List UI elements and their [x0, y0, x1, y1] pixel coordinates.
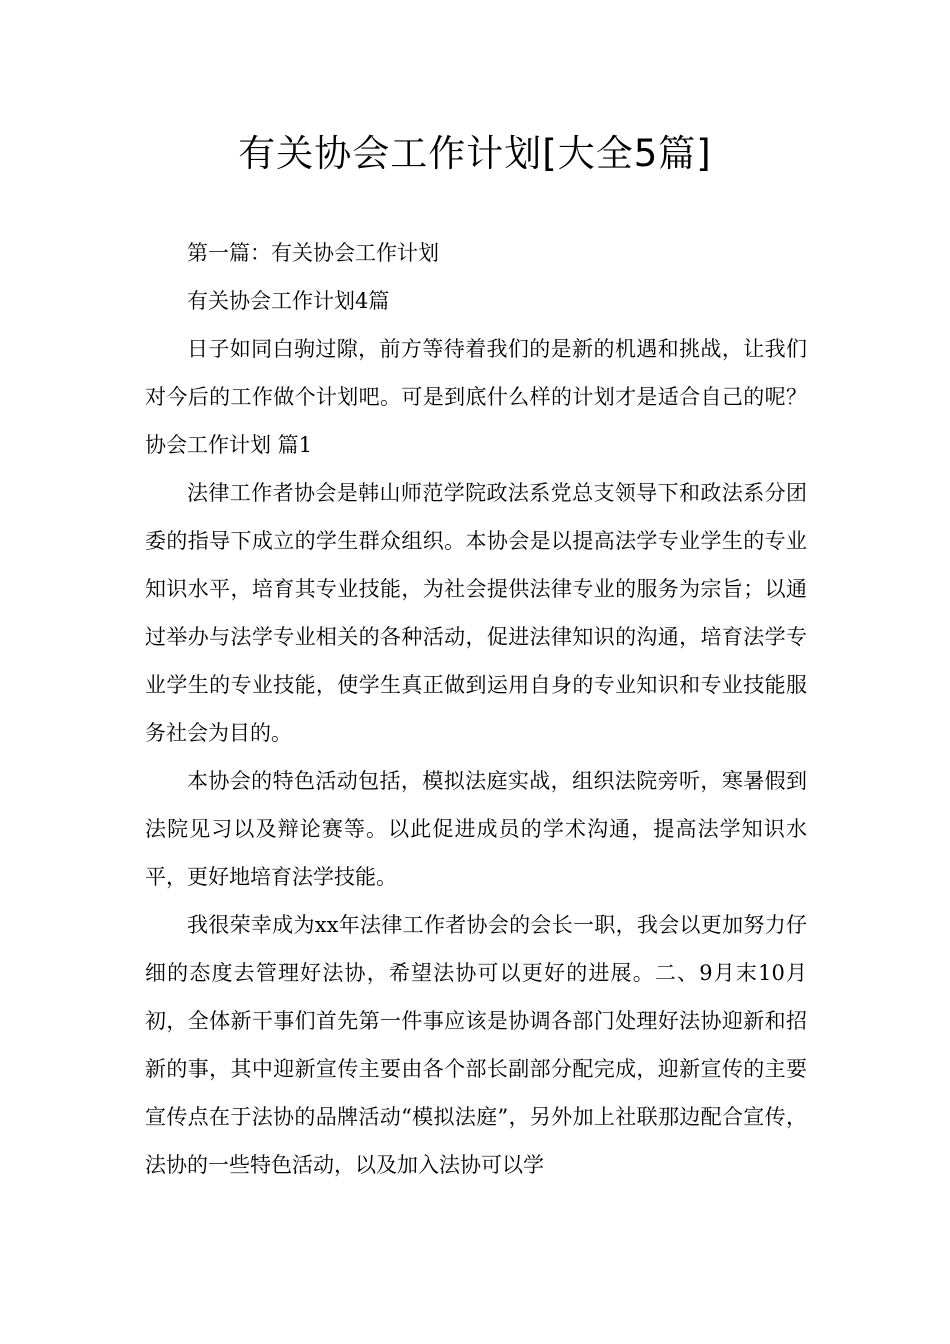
paragraph-activities: 本协会的特色活动包括，模拟法庭实战，组织法院旁听，寒暑假到法院见习以及辩论赛等。以此促进成员的学术沟通，提高法学知识水平，更好地培育法学技能。	[145, 769, 807, 889]
document-body	[145, 229, 807, 1189]
subsection-heading: 有关协会工作计划4篇	[187, 289, 390, 313]
document-title: 有关协会工作计划[大全5篇]	[238, 132, 712, 175]
paragraph-president: 我很荣幸成为xx年法律工作者协会的会长一职，我会以更加努力仔细的态度去管理好法协，希望法协可以更好的进展。二、9月末10月初，全体新干事们首先第一件事应该是协调各部门处理好法协迎新和招新的事，其中迎新宣传主要由各个部长副部分配完成，迎新宣传的主要宣传点在于法协的品牌活动“模拟法庭”，另外加上社联那边配合宣传，法协的一些特色活动，以及加入法协可以学	[145, 913, 807, 1177]
section-heading: 第一篇：有关协会工作计划	[187, 241, 439, 265]
paragraph-intro: 日子如同白驹过隙，前方等待着我们的是新的机遇和挑战，让我们对今后的工作做个计划吧。可是到底什么样的计划才是适合自己的呢？协会工作计划 篇1	[145, 337, 807, 457]
paragraph-association: 法律工作者协会是韩山师范学院政法系党总支领导下和政法系分团委的指导下成立的学生群众组织。本协会是以提高法学专业学生的专业知识水平，培育其专业技能，为社会提供法律专业的服务为宗旨；以通过举办与法学专业相关的各种活动，促进法律知识的沟通，培育法学专业学生的专业技能，使学生真正做到运用自身的专业知识和专业技能服务社会为目的。	[145, 481, 807, 745]
